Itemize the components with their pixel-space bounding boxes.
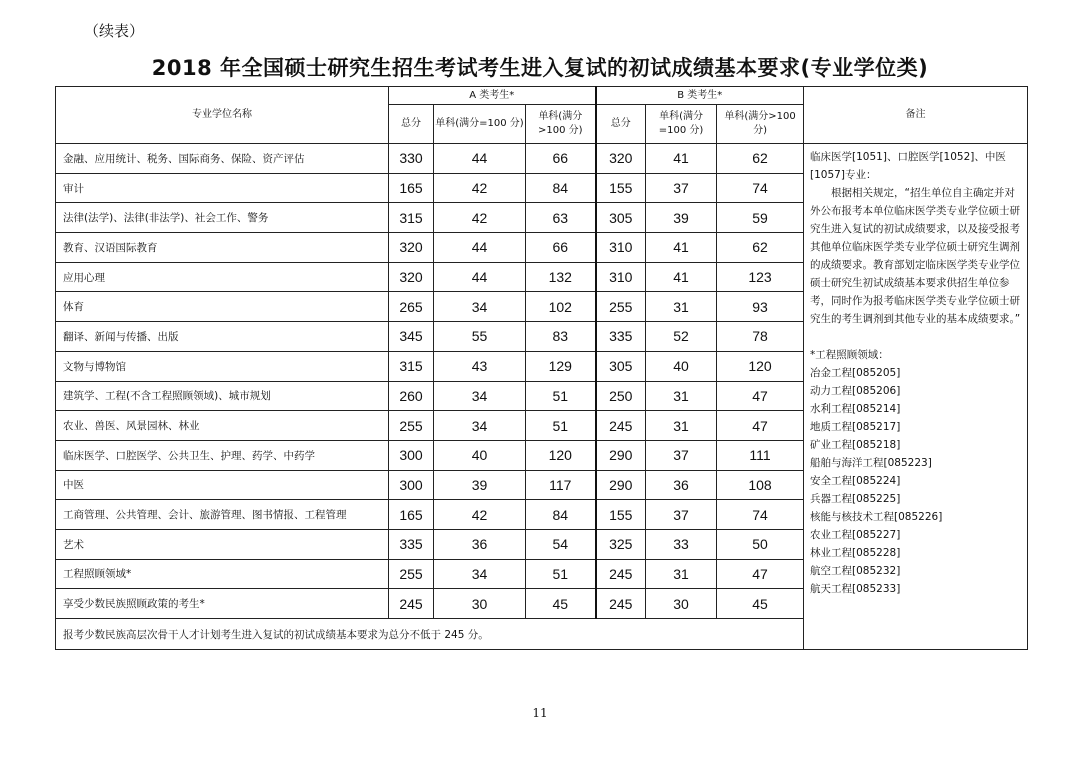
header-a-single-over: 单科(满分>100 分)	[526, 105, 596, 144]
b-total: 250	[596, 381, 646, 411]
a-single-over: 54	[526, 529, 596, 559]
a-single-over: 120	[526, 440, 596, 470]
header-b-single-over: 单科(满分>100 分)	[717, 105, 804, 144]
b-total: 155	[596, 500, 646, 530]
a-single-100: 55	[434, 322, 526, 352]
a-total: 300	[389, 440, 434, 470]
b-single-over: 50	[717, 529, 804, 559]
b-total: 310	[596, 262, 646, 292]
row-name: 金融、应用统计、税务、国际商务、保险、资产评估	[56, 144, 389, 174]
b-single-over: 74	[717, 173, 804, 203]
b-total: 335	[596, 322, 646, 352]
b-single-over: 59	[717, 203, 804, 233]
b-total: 245	[596, 559, 646, 589]
remark-cell	[804, 144, 1028, 650]
a-single-over: 84	[526, 173, 596, 203]
b-single-100: 37	[646, 440, 717, 470]
b-total: 305	[596, 351, 646, 381]
row-name: 应用心理	[56, 262, 389, 292]
row-name: 艺术	[56, 529, 389, 559]
row-name: 体育	[56, 292, 389, 322]
b-single-100: 36	[646, 470, 717, 500]
a-single-100: 44	[434, 262, 526, 292]
engineering-field-item: 安全工程[085224]	[810, 475, 901, 487]
b-single-100: 41	[646, 144, 717, 174]
a-single-100: 34	[434, 292, 526, 322]
row-name: 教育、汉语国际教育	[56, 233, 389, 263]
a-single-100: 44	[434, 144, 526, 174]
row-name: 文物与博物馆	[56, 351, 389, 381]
engineering-field-item: 矿业工程[085218]	[810, 439, 901, 451]
continued-label: （续表）	[84, 22, 145, 40]
b-single-over: 47	[717, 411, 804, 441]
a-total: 300	[389, 470, 434, 500]
a-single-100: 42	[434, 500, 526, 530]
a-total: 345	[389, 322, 434, 352]
b-single-100: 41	[646, 233, 717, 263]
b-single-100: 37	[646, 500, 717, 530]
a-single-over: 84	[526, 500, 596, 530]
b-single-100: 33	[646, 529, 717, 559]
a-single-over: 51	[526, 381, 596, 411]
b-single-over: 120	[717, 351, 804, 381]
b-total: 310	[596, 233, 646, 263]
a-total: 335	[389, 529, 434, 559]
row-name: 翻译、新闻与传播、出版	[56, 322, 389, 352]
b-single-100: 31	[646, 292, 717, 322]
row-name: 工程照顾领域*	[56, 559, 389, 589]
a-single-100: 43	[434, 351, 526, 381]
header-b-total: 总分	[596, 105, 646, 144]
engineering-field-item: 冶金工程[085205]	[810, 367, 901, 379]
row-name: 中医	[56, 470, 389, 500]
a-total: 260	[389, 381, 434, 411]
a-single-100: 39	[434, 470, 526, 500]
header-major: 专业学位名称	[56, 87, 389, 144]
page-number: 11	[532, 706, 548, 720]
engineering-field-item: 地质工程[085217]	[810, 421, 901, 433]
b-single-over: 78	[717, 322, 804, 352]
a-single-over: 83	[526, 322, 596, 352]
row-name: 临床医学、口腔医学、公共卫生、护理、药学、中药学	[56, 440, 389, 470]
engineering-field-item: 农业工程[085227]	[810, 529, 901, 541]
a-single-100: 34	[434, 559, 526, 589]
b-single-100: 30	[646, 589, 717, 619]
a-total: 165	[389, 500, 434, 530]
b-single-100: 31	[646, 381, 717, 411]
fields-title: *工程照顾领域：	[810, 349, 889, 361]
a-total: 265	[389, 292, 434, 322]
b-single-100: 40	[646, 351, 717, 381]
engineering-field-item: 航空工程[085232]	[810, 565, 901, 577]
engineering-field-item: 核能与核技术工程[085226]	[810, 511, 943, 523]
a-single-over: 51	[526, 559, 596, 589]
a-total: 245	[389, 589, 434, 619]
b-single-100: 31	[646, 411, 717, 441]
footnote: 报考少数民族高层次骨干人才计划考生进入复试的初试成绩基本要求为总分不低于 245 分。	[56, 619, 804, 650]
a-total: 330	[389, 144, 434, 174]
b-single-100: 37	[646, 173, 717, 203]
a-single-over: 117	[526, 470, 596, 500]
b-total: 290	[596, 440, 646, 470]
a-single-100: 40	[434, 440, 526, 470]
b-total: 245	[596, 589, 646, 619]
table-body	[56, 144, 1028, 650]
a-total: 255	[389, 411, 434, 441]
a-total: 315	[389, 351, 434, 381]
b-single-over: 108	[717, 470, 804, 500]
row-name: 农业、兽医、风景园林、林业	[56, 411, 389, 441]
row-name: 工商管理、公共管理、会计、旅游管理、图书情报、工程管理	[56, 500, 389, 530]
header-a-total: 总分	[389, 105, 434, 144]
page-title: 2018 年全国硕士研究生招生考试考生进入复试的初试成绩基本要求(专业学位类)	[151, 56, 929, 80]
a-single-over: 102	[526, 292, 596, 322]
engineering-field-item: 林业工程[085228]	[810, 547, 901, 559]
table-row	[56, 144, 1028, 174]
a-single-over: 66	[526, 233, 596, 263]
b-single-over: 45	[717, 589, 804, 619]
b-single-over: 74	[717, 500, 804, 530]
header-group-b: B 类考生*	[596, 87, 804, 105]
a-total: 315	[389, 203, 434, 233]
remark-line1: 临床医学[1051]、口腔医学[1052]、中医[1057]专业：	[810, 151, 1006, 181]
header-a-single-100: 单科(满分=100 分)	[434, 105, 526, 144]
b-single-over: 47	[717, 381, 804, 411]
b-single-100: 41	[646, 262, 717, 292]
a-single-over: 66	[526, 144, 596, 174]
header-b-single-100: 单科(满分=100 分)	[646, 105, 717, 144]
a-total: 320	[389, 262, 434, 292]
header-group-a: A 类考生*	[389, 87, 596, 105]
fields-list	[810, 364, 1021, 598]
b-single-over: 123	[717, 262, 804, 292]
b-total: 290	[596, 470, 646, 500]
b-single-over: 111	[717, 440, 804, 470]
row-name: 享受少数民族照顾政策的考生*	[56, 589, 389, 619]
a-single-100: 42	[434, 173, 526, 203]
a-single-over: 63	[526, 203, 596, 233]
engineering-field-item: 水利工程[085214]	[810, 403, 901, 415]
a-single-over: 45	[526, 589, 596, 619]
b-total: 245	[596, 411, 646, 441]
b-single-100: 39	[646, 203, 717, 233]
b-total: 155	[596, 173, 646, 203]
engineering-field-item: 航天工程[085233]	[810, 583, 901, 595]
engineering-field-item: 船舶与海洋工程[085223]	[810, 457, 932, 469]
b-single-over: 47	[717, 559, 804, 589]
a-single-over: 51	[526, 411, 596, 441]
a-total: 320	[389, 233, 434, 263]
a-single-100: 36	[434, 529, 526, 559]
b-single-over: 93	[717, 292, 804, 322]
a-single-100: 42	[434, 203, 526, 233]
a-single-over: 132	[526, 262, 596, 292]
b-total: 320	[596, 144, 646, 174]
row-name: 建筑学、工程(不含工程照顾领域)、城市规划	[56, 381, 389, 411]
a-total: 165	[389, 173, 434, 203]
row-name: 审计	[56, 173, 389, 203]
b-total: 255	[596, 292, 646, 322]
a-single-100: 34	[434, 411, 526, 441]
a-single-over: 129	[526, 351, 596, 381]
engineering-field-item: 兵器工程[085225]	[810, 493, 901, 505]
b-single-100: 31	[646, 559, 717, 589]
remark-paragraph: 根据相关规定，“招生单位自主确定并对外公布报考本单位临床医学类专业学位硕士研究生进入复试的初试成绩要求，以及接受报考其他单位临床医学类专业学位硕士研究生调剂的成绩要求。教育部划定临床医学类专业学位硕士研究生初试成绩基本要求供招生单位参考，同时作为报考临床医学类专业学位硕士研究生的考生调剂到其他专业的基本成绩要求。”	[810, 187, 1021, 325]
b-single-over: 62	[717, 233, 804, 263]
b-single-100: 52	[646, 322, 717, 352]
b-single-over: 62	[717, 144, 804, 174]
a-single-100: 44	[434, 233, 526, 263]
b-total: 325	[596, 529, 646, 559]
engineering-field-item: 动力工程[085206]	[810, 385, 901, 397]
score-table	[55, 86, 1028, 650]
a-total: 255	[389, 559, 434, 589]
a-single-100: 34	[434, 381, 526, 411]
header-remark: 备注	[804, 87, 1028, 144]
b-total: 305	[596, 203, 646, 233]
a-single-100: 30	[434, 589, 526, 619]
row-name: 法律(法学)、法律(非法学)、社会工作、警务	[56, 203, 389, 233]
